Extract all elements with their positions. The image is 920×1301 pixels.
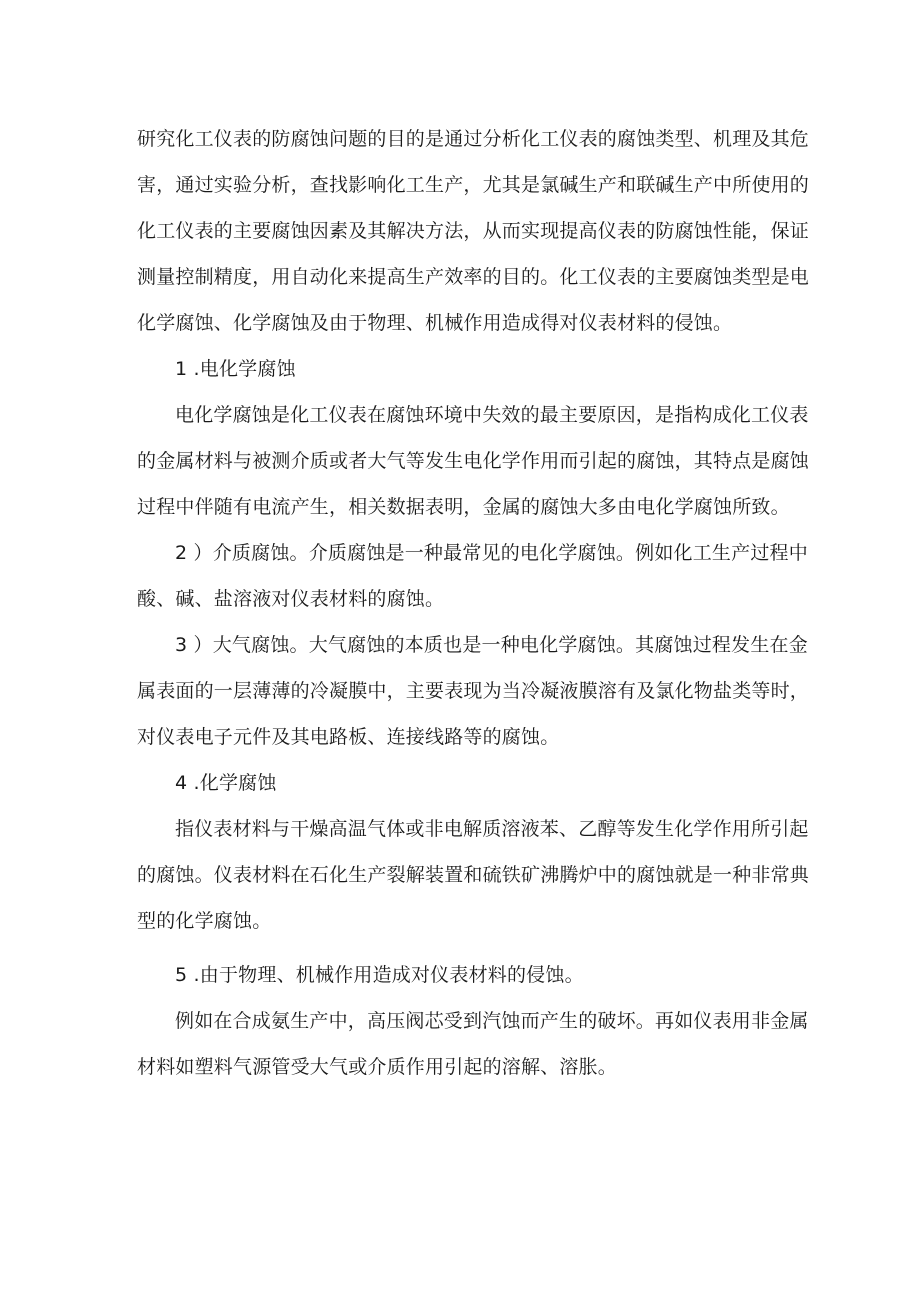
text-line: 材料如塑料气源管受大气或介质作用引起的溶解、溶胀。	[137, 1056, 618, 1078]
text-line: 害，通过实验分析，查找影响化工生产，尤其是氯碱生产和联碱生产中所使用的	[137, 174, 810, 196]
paragraph-intro	[137, 116, 810, 346]
text-line: 测量控制精度，用自动化来提高生产效率的目的。化工仪表的主要腐蚀类型是电	[137, 266, 810, 288]
text-line: 对仪表电子元件及其电路板、连接线路等的腐蚀。	[137, 726, 560, 748]
text-line: 1 .电化学腐蚀	[175, 358, 296, 380]
paragraph-physical-mechanical-erosion	[137, 998, 809, 1090]
paragraph-medium-corrosion	[137, 530, 808, 622]
text-line: 酸、碱、盐溶液对仪表材料的腐蚀。	[137, 588, 445, 610]
text-line: 电化学腐蚀是化工仪表在腐蚀环境中失效的最主要原因，是指构成化工仪表	[175, 404, 809, 426]
text-line: 研究化工仪表的防腐蚀问题的目的是通过分析化工仪表的腐蚀类型、机理及其危	[137, 128, 810, 150]
text-line: 例如在合成氨生产中，高压阀芯受到汽蚀而产生的破坏。再如仪表用非金属	[175, 1010, 809, 1032]
heading-physical-mechanical-erosion	[137, 952, 787, 998]
text-line: 型的化学腐蚀。	[137, 910, 272, 932]
spacer	[137, 944, 787, 952]
text-line: 化学腐蚀、化学腐蚀及由于物理、机械作用造成得对仪表材料的侵蚀。	[137, 312, 733, 334]
text-line: 5 .由于物理、机械作用造成对仪表材料的侵蚀。	[175, 964, 584, 986]
paragraph-electrochemical-corrosion	[137, 392, 810, 530]
document-body	[137, 116, 810, 1090]
text-line: 3 ）大气腐蚀。大气腐蚀的本质也是一种电化学腐蚀。其腐蚀过程发生在金	[175, 634, 808, 656]
text-line: 过程中伴随有电流产生，相关数据表明，金属的腐蚀大多由电化学腐蚀所致。	[137, 496, 790, 518]
text-line: 化工仪表的主要腐蚀因素及其解决方法，从而实现提高仪表的防腐蚀性能，保证	[137, 220, 810, 242]
heading-electrochemical-corrosion	[137, 346, 787, 392]
text-line: 的腐蚀。仪表材料在石化生产裂解装置和硫铁矿沸腾炉中的腐蚀就是一种非常典	[137, 864, 810, 886]
text-line: 属表面的一层薄薄的冷凝膜中，主要表现为当冷凝液膜溶有及氯化物盐类等时，	[137, 680, 810, 702]
paragraph-atmospheric-corrosion	[137, 622, 810, 760]
text-line: 4 .化学腐蚀	[175, 772, 277, 794]
paragraph-chemical-corrosion	[137, 806, 810, 944]
text-line: 的金属材料与被测介质或者大气等发生电化学作用而引起的腐蚀，其特点是腐蚀	[137, 450, 810, 472]
text-line: 指仪表材料与干燥高温气体或非电解质溶液苯、乙醇等发生化学作用所引起	[175, 818, 809, 840]
heading-chemical-corrosion	[137, 760, 787, 806]
text-line: 2 ）介质腐蚀。介质腐蚀是一种最常见的电化学腐蚀。例如化工生产过程中	[175, 542, 808, 564]
